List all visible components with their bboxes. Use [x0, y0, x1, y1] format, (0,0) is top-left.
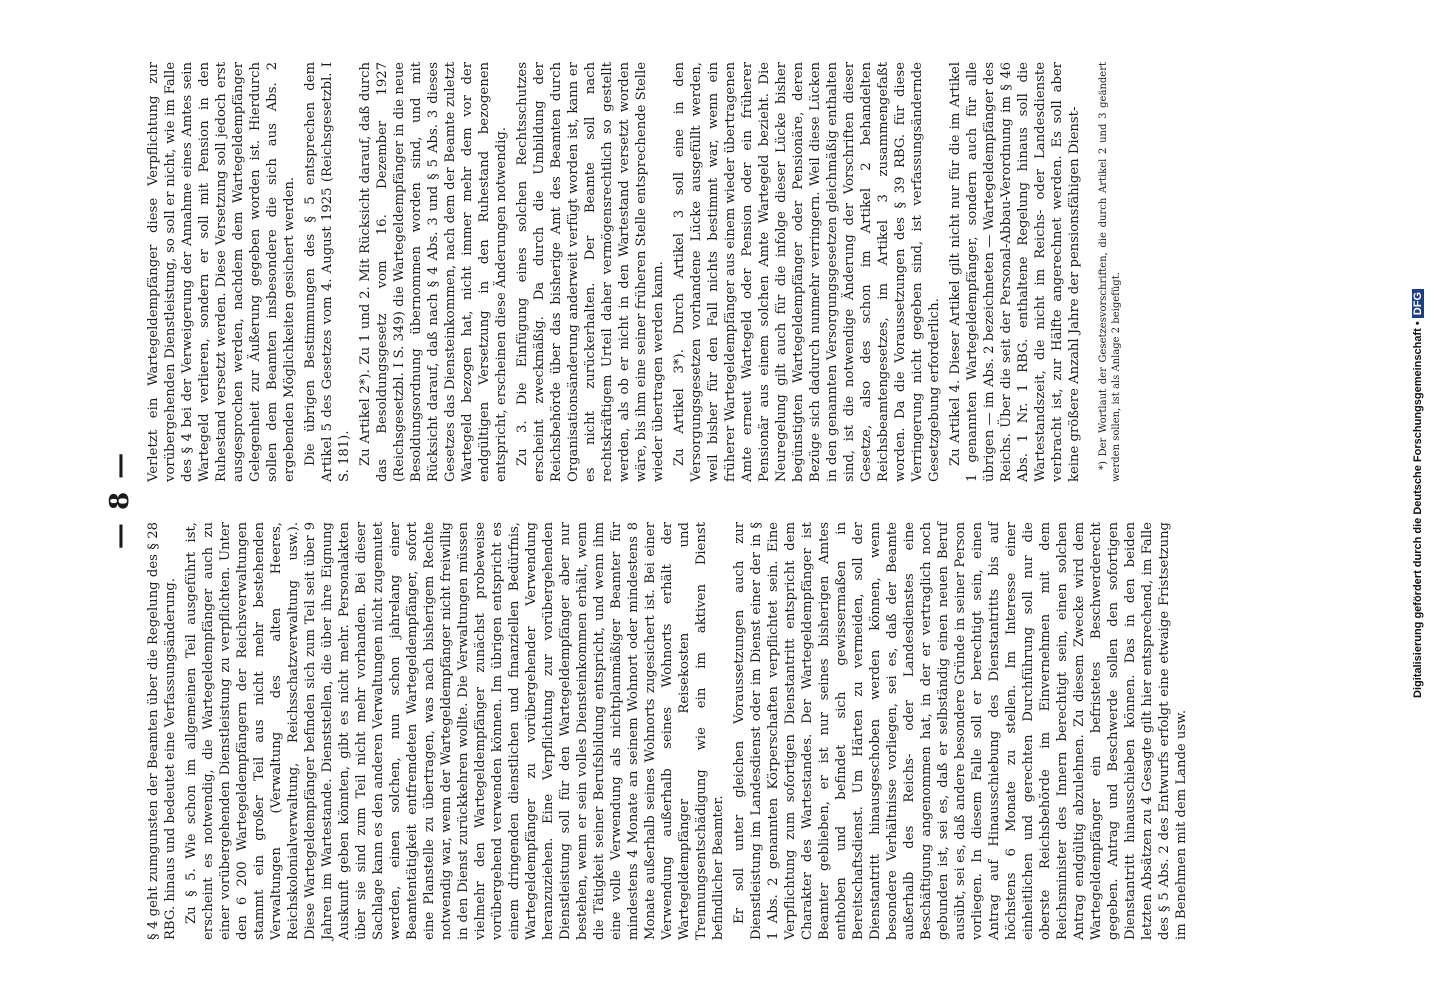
paragraph: Zu § 5. Wie schon im allgemeinen Teil ausgeführt ist, erscheint es notwendig, die Wartegeldempfänger auch zu einer vorübergehenden Dienstleistung zu verpflichten. Unter den 6 200 Wartegeldempfängern der Reichsverwaltungen stammt ein großer Teil aus nicht mehr bestehenden Verwaltungen (Verwaltung des alten Heeres, Reichskolonialverwaltung, Reichsschatzverwaltung usw.). Diese Wartegeldempfänger befinden sich zum Teil seit über 9 Jahren im Wartestande. Dienststellen, die über ihre Eignung Auskunft geben könnten, gibt es nicht mehr. Personalakten über sie sind zum Teil nicht mehr vorhanden. Bei dieser Sachlage kann es den anderen Verwaltungen nicht zugemutet werden, einen solchen, nun schon jahrelang einer Beamtentätigkeit entfremdeten Wartegeldempfänger, sofort eine Planstelle zu übertragen, was nach bisherigem Rechte notwendig war, wenn der Wartegeldempfänger nicht freiwillig in den Dienst zurückkehren wollte. Die Verwaltungen müssen vielmehr den Wartegeldempfänger zunächst probeweise vorübergehend verwenden können. Im übrigen entspricht es einem dringenden dienstlichen und finanziellen Bedürfnis, Wartegeldempfänger zu vorübergehender Verwendung heranzuziehen. Eine Verpflichtung zur vorübergehenden Dienstleistung soll für den Wartegeldempfänger aber nur bestehen, wenn er sein volles Diensteinkommen erhält, wenn die Tätigkeit seiner Berufsbildung entspricht, und wenn ihm eine volle Verwendung als nichtplanmäßiger Beamter für mindestens 4 Monate an seinem Wohnort oder mindestens 8 Monate außerhalb seines Wohnorts zugesichert ist. Bei einer Verwendung außerhalb seines Wohnorts erhält der Wartegeldempfänger Reisekosten und Trennungsentschädigung wie ein im aktiven Dienst befindlicher Beamter.: [184, 522, 726, 940]
left-column: [145, 522, 1194, 940]
stamp-text: Digitalisierung gefördert durch die Deutsche Forschungsgemeinschaft • DFG: [1412, 8, 1424, 698]
page-number: — 8 —: [105, 450, 135, 550]
paragraph: § 4 geht zumgunsten der Beamten über die Regelung des § 28 RBG. hinaus und bedeutet eine Verfassungsänderung.: [146, 522, 178, 940]
rotated-content: [105, 60, 1275, 940]
paragraph: Die übrigen Bestimmungen des § 5 entsprechen dem Artikel 5 des Gesetzes vom 4. August 1925 (Reichsgesetzbl. I S. 181).: [303, 62, 352, 482]
digitization-stamp: [1412, 8, 1428, 698]
paragraph: Verletzt ein Wartegeldempfänger diese Verpflichtung zur vorübergehenden Dienstleistung, so soll er nicht, wie im Falle des § 4 bei der Verweigerung der Annahme eines Amtes sein Wartegeld verlieren, sondern er soll mit Pension in den Ruhestand versetzt werden. Diese Versetzung soll jedoch erst ausgesprochen werden, nachdem dem Wartegeldempfänger Gelegenheit zur Äußerung gegeben worden ist. Hierdurch sollen dem Beamten insbesondere die sich aus Abs. 2 ergebenden Möglichkeiten gesichert werden.: [146, 62, 297, 482]
paragraph: Zu Artikel 4. Dieser Artikel gilt nicht nur für die im Artikel 1 genannten Wartegeldempfänger, sondern auch für alle übrigen — im Abs. 2 bezeichneten — Wartegeldempfänger des Reichs. Über die seit der Personal-Abbau-Verordnung im § 46 Abs. 1 Nr. 1 RBG. enthaltene Regelung hinaus soll die Wartestandszeit, die nicht im Reichs- oder Landesdienste verbracht ist, zur Hälfte angerechnet werden. Es soll aber keine größere Anzahl Jahre der pensionsfähigen Dienst-: [948, 62, 1082, 482]
paragraph: Er soll unter gleichen Voraussetzungen auch zur Dienstleistung im Landesdienst oder im Dienst einer der in § 1 Abs. 2 genannten Körperschaften verpflichtet sein. Eine Verpflichtung zum sofortigen Dienstantritt entspricht dem Charakter des Wartestandes. Der Wartegeldempfänger ist Beamter geblieben, er ist nur seines bisherigen Amtes enthoben und befindet sich gewissermaßen in Bereitschaftsdienst. Um Härten zu vermeiden, soll der Dienstantritt hinausgeschoben werden können, wenn besondere Verhältnisse vorliegen, sei es, daß der Beamte außerhalb des Reichs- oder Landesdienstes eine Beschäftigung angenommen hat, in der er vertraglich noch gebunden ist, sei es, daß er selbständig einen neuen Beruf ausübt, sei es, daß andere besondere Gründe in seiner Person vorliegen. In diesem Falle soll er berechtigt sein, einen Antrag auf Hinausschiebung des Dienstantritts bis auf höchstens 6 Monate zu stellen. Im Interesse einer einheitlichen und gerechten Durchführung soll nur die oberste Reichsbehörde im Einvernehmen mit dem Reichsminister des Innern berechtigt sein, einen solchen Antrag endgültig abzulehnen. Zu diesem Zwecke wird dem Wartegeldempfänger ein befristetes Beschwerderecht gegeben. Antrag und Beschwerde sollen den sofortigen Dienstantritt hinausschieben können. Das in den beiden letzten Absätzen zu 4 Gesagte gilt hier entsprechend, im Falle des § 5 Abs. 2 des Entwurfs erfolgt eine etwaige Fristsetzung im Benehmen mit dem Lande usw.: [732, 522, 1189, 940]
paragraph: Zu 3. Die Einfügung eines solchen Rechtsschutzes erscheint zweckmäßig. Da durch die Umbildung der Reichsbehörde über das bisherige Amt des Beamten durch Organisationsänderung anderweit verfügt worden ist, kann er es nicht zurückerhalten. Der Beamte soll nach rechtskräftigem Urteil daher vermögensrechtlich so gestellt werden, als ob er nicht in den Wartestand versetzt worden wäre, bis ihm eine seiner früheren Stelle entsprechende Stelle wieder übertragen werden kann.: [515, 61, 666, 482]
footnote: *) Der Wortlaut der Gesetzesvorschriften, die durch Artikel 2 und 3 geändert werden sollen, ist als Anlage 2 beigefügt.: [1098, 62, 1122, 482]
paragraph: Zu Artikel 2*). Zu 1 und 2. Mit Rücksicht darauf, daß durch das Besoldungsgesetz vom 16. Dezember 1927 (Reichsgesetzbl. I S. 349) die Wartegeldempfänger in die neue Besoldungsordnung übernommen worden sind, und mit Rücksicht darauf, daß nach § 4 Abs. 3 und § 5 Abs. 3 dieses Gesetzes das Diensteinkommen, nach dem der Beamte zuletzt Wartegeld bezogen hat, nicht immer mehr dem vor der endgültigen Versetzung in den Ruhestand bezogenen entspricht, erscheinen diese Änderungen notwendig.: [358, 62, 509, 482]
dfg-logo-icon: DFG: [1412, 289, 1424, 318]
paragraph: Zu Artikel 3*). Durch Artikel 3 soll eine in den Versorgungsgesetzen vorhandene Lücke ausgefüllt werden, weil bisher für den Fall nichts bestimmt war, wenn ein früherer Wartegeldempfänger aus einem wieder übertragenen Amte erneut Wartegeld oder Pension oder ein früherer Pensionär aus einem solchen Amte Wartegeld bezieht. Die Neuregelung gilt auch für die infolge dieser Lücke bisher begünstigten Wartegeldempfänger oder Pensionäre, deren Bezüge sich dadurch nunmehr verringern. Weil diese Lücken in den genannten Versorgungsgesetzen gleichmäßig enthalten sind, ist die notwendige Änderung der Vorschriften dieser Gesetze, also des schon im Artikel 2 behandelten Reichsbeamtengesetzes, im Artikel 3 zusammengefaßt worden. Da die Voraussetzungen des § 39 RBG. für diese Verringerung nicht gegeben sind, ist verfassungsändernde Gesetzgebung erforderlich.: [672, 62, 942, 482]
right-column: [145, 62, 1123, 482]
stamp-label: Digitalisierung gefördert durch die Deutsche Forschungsgemeinschaft: [1412, 328, 1424, 698]
